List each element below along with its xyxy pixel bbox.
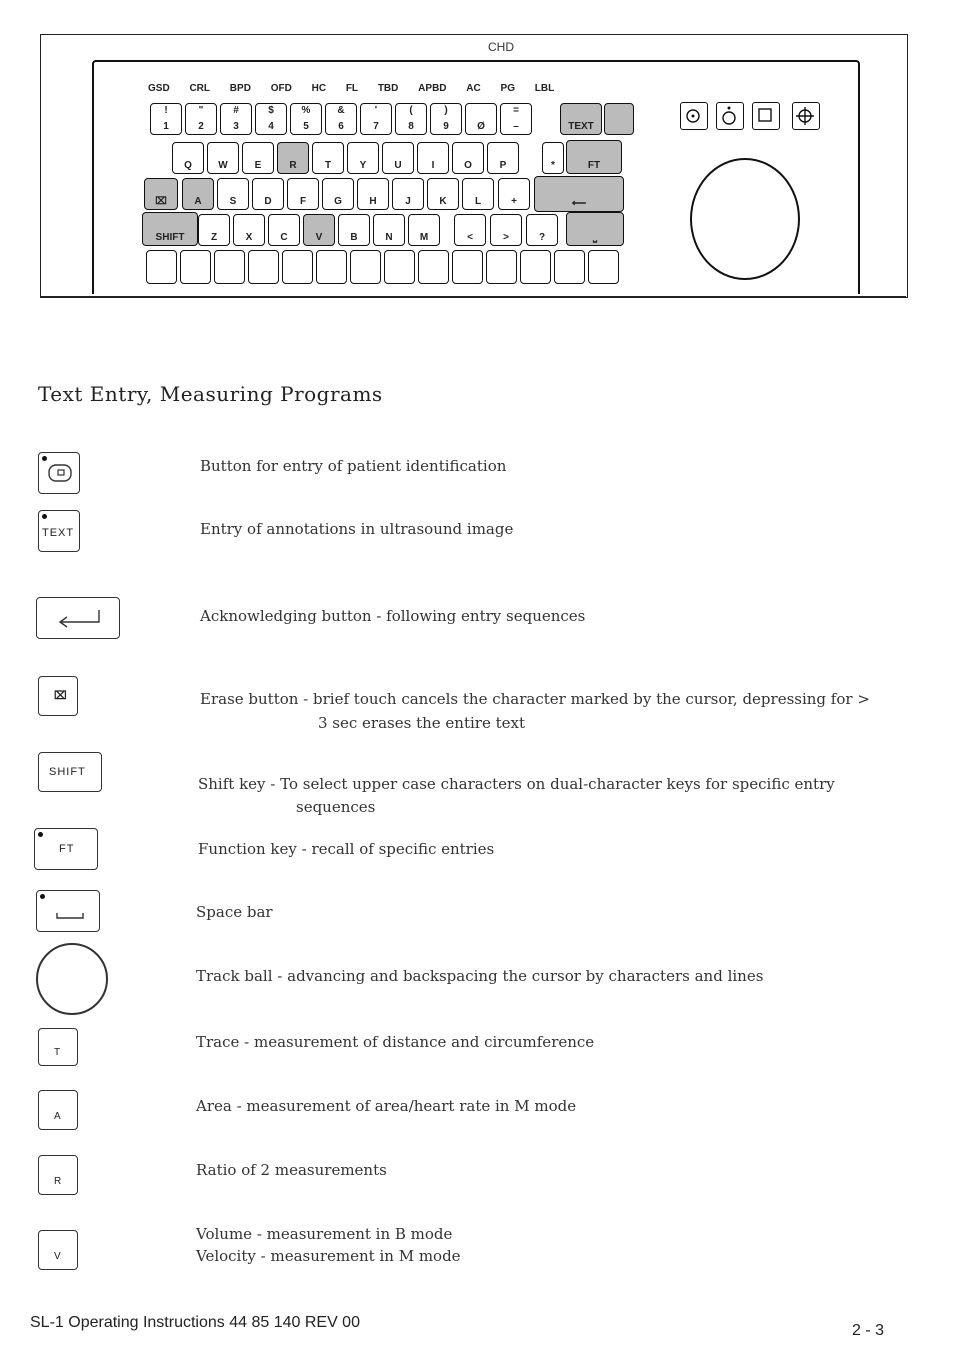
key-l[interactable]: L	[462, 178, 494, 210]
text-key[interactable]: TEXT	[560, 103, 602, 135]
key-b[interactable]: B	[338, 214, 370, 246]
area-key-description: Area - measurement of area/heart rate in M mode	[196, 1097, 577, 1115]
fn-label-tbd: TBD	[377, 83, 399, 94]
space-key[interactable]: ⎵	[566, 212, 624, 246]
shift-key-description-line2: sequences	[296, 798, 376, 816]
key-f[interactable]: F	[287, 178, 319, 210]
patient-id-description: Button for entry of patient identification	[200, 457, 507, 475]
measure-key-14[interactable]	[588, 250, 619, 284]
ratio-key-icon: R	[38, 1155, 78, 1195]
key-1[interactable]: ! 1	[150, 103, 182, 135]
erase-key-description-line2: 3 sec erases the entire text	[318, 714, 525, 732]
key-6[interactable]: & 6	[325, 103, 357, 135]
key-5[interactable]: % 5	[290, 103, 322, 135]
side-button-3[interactable]	[752, 102, 780, 130]
key-9[interactable]: ) 9	[430, 103, 462, 135]
key-3[interactable]: # 3	[220, 103, 252, 135]
fn-label-lbl: LBL	[534, 83, 555, 94]
ft-key-description: Function key - recall of specific entries	[198, 840, 495, 858]
measure-key-2[interactable]	[180, 250, 211, 284]
patient-id-button-icon	[38, 452, 80, 494]
space-bar-description: Space bar	[196, 903, 273, 921]
patient-id-key[interactable]	[604, 103, 634, 135]
keyboard-label: CHD	[488, 40, 514, 54]
key-2[interactable]: " 2	[185, 103, 217, 135]
key-11[interactable]: = –	[500, 103, 532, 135]
key-8[interactable]: ( 8	[395, 103, 427, 135]
side-button-1[interactable]	[680, 102, 708, 130]
key-h[interactable]: H	[357, 178, 389, 210]
measure-key-1[interactable]	[146, 250, 177, 284]
enter-key[interactable]: ⟵	[534, 176, 624, 212]
key-plus[interactable]: +	[498, 178, 530, 210]
ratio-key-description: Ratio of 2 measurements	[196, 1161, 387, 1179]
key-q[interactable]: Q	[172, 142, 204, 174]
keyboard-base-line	[40, 296, 906, 298]
enter-key-icon	[36, 597, 120, 639]
erase-key-icon: ⌧	[38, 676, 78, 716]
fn-label-ac: AC	[466, 83, 481, 94]
key-less[interactable]: <	[454, 214, 486, 246]
key-greater[interactable]: >	[490, 214, 522, 246]
trace-key-icon: T	[38, 1028, 78, 1066]
key-x[interactable]: X	[233, 214, 265, 246]
key-k[interactable]: K	[427, 178, 459, 210]
key-j[interactable]: J	[392, 178, 424, 210]
measure-key-5[interactable]	[282, 250, 313, 284]
trace-key-description: Trace - measurement of distance and circumference	[196, 1033, 595, 1051]
measure-key-4[interactable]	[248, 250, 279, 284]
text-key-description: Entry of annotations in ultrasound image	[200, 520, 514, 538]
shift-key-description: Shift key - To select upper case characters on dual-character keys for specific entry	[198, 775, 835, 793]
fn-label-fl: FL	[345, 83, 359, 94]
measure-key-8[interactable]	[384, 250, 415, 284]
key-g[interactable]: G	[322, 178, 354, 210]
measure-key-7[interactable]	[350, 250, 381, 284]
fn-label-gsd: GSD	[148, 83, 170, 94]
footer-page-number: 2 - 3	[852, 1322, 885, 1339]
key-4[interactable]: $ 4	[255, 103, 287, 135]
measure-key-12[interactable]	[520, 250, 551, 284]
fn-label-ofd: OFD	[270, 83, 292, 94]
measure-key-11[interactable]	[486, 250, 517, 284]
key-u[interactable]: U	[382, 142, 414, 174]
erase-key-description: Erase button - brief touch cancels the character marked by the cursor, depressing for >	[200, 690, 870, 708]
key-z[interactable]: Z	[198, 214, 230, 246]
text-key-icon: TEXT	[38, 510, 80, 552]
function-key-labels	[148, 83, 571, 94]
key-e[interactable]: E	[242, 142, 274, 174]
volume-velocity-key-icon: V	[38, 1230, 78, 1270]
fn-label-crl: CRL	[189, 83, 211, 94]
section-title: Text Entry, Measuring Programs	[38, 382, 383, 406]
trackball[interactable]	[690, 158, 800, 280]
key-y[interactable]: Y	[347, 142, 379, 174]
key-o[interactable]: O	[452, 142, 484, 174]
area-key-icon: A	[38, 1090, 78, 1130]
key-c[interactable]: C	[268, 214, 300, 246]
key-7[interactable]: ' 7	[360, 103, 392, 135]
ft-key-icon: FT	[34, 828, 98, 870]
side-button-2[interactable]	[716, 102, 744, 130]
key-question[interactable]: ?	[526, 214, 558, 246]
trackball-description: Track ball - advancing and backspacing the cursor by characters and lines	[196, 967, 764, 985]
measure-key-9[interactable]	[418, 250, 449, 284]
measure-key-3[interactable]	[214, 250, 245, 284]
ft-key[interactable]: FT	[566, 140, 622, 174]
key-d[interactable]: D	[252, 178, 284, 210]
fn-label-pg: PG	[500, 83, 515, 94]
trackball-icon	[36, 943, 108, 1015]
enter-key-description: Acknowledging button - following entry sequences	[200, 607, 586, 625]
key-t[interactable]: T	[312, 142, 344, 174]
key-i[interactable]: I	[417, 142, 449, 174]
footer-manual-reference: SL-1 Operating Instructions 44 85 140 REV 00	[30, 1314, 360, 1331]
key-n[interactable]: N	[373, 214, 405, 246]
shift-key-icon: SHIFT	[38, 752, 102, 792]
key-s[interactable]: S	[217, 178, 249, 210]
side-button-4[interactable]	[792, 102, 820, 130]
key-m[interactable]: M	[408, 214, 440, 246]
key-w[interactable]: W	[207, 142, 239, 174]
volume-description: Volume - measurement in B mode	[196, 1225, 453, 1243]
key-r[interactable]: R	[277, 142, 309, 174]
key-v[interactable]: V	[303, 214, 335, 246]
erase-key[interactable]: ⌧	[144, 178, 178, 210]
fn-label-apbd: APBD	[418, 83, 447, 94]
key-a[interactable]: A	[182, 178, 214, 210]
measure-key-10[interactable]	[452, 250, 483, 284]
fn-label-bpd: BPD	[229, 83, 251, 94]
fn-label-hc: HC	[311, 83, 327, 94]
key-10[interactable]: Ø	[465, 103, 497, 135]
measure-key-13[interactable]	[554, 250, 585, 284]
space-bar-icon	[36, 890, 100, 932]
measure-key-6[interactable]	[316, 250, 347, 284]
key-asterisk[interactable]: *	[542, 142, 564, 174]
key-p[interactable]: P	[487, 142, 519, 174]
velocity-description: Velocity - measurement in M mode	[196, 1247, 461, 1265]
shift-key[interactable]: SHIFT	[142, 212, 198, 246]
